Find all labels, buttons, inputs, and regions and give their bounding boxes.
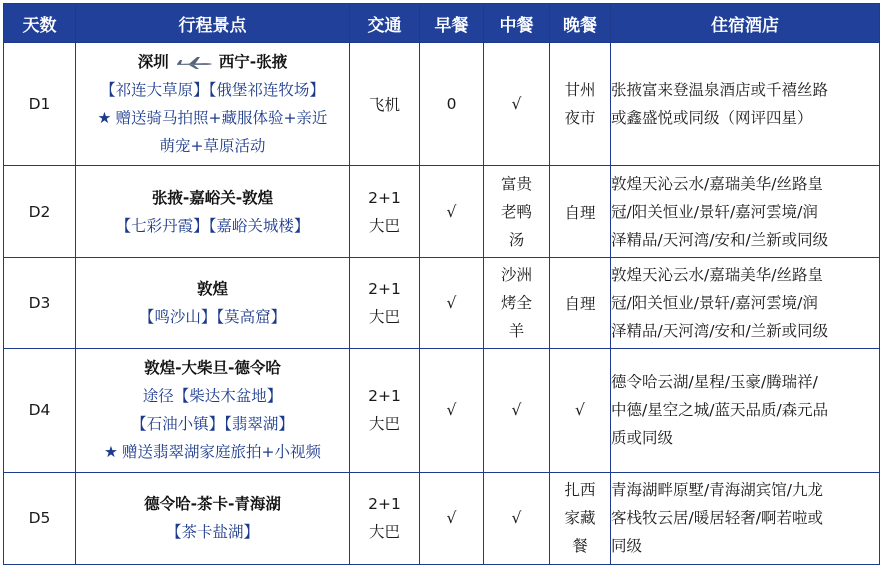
header-lunch: 中餐 (484, 4, 550, 43)
breakfast-cell: √ (420, 349, 484, 472)
table-row (4, 43, 880, 166)
day-cell: D4 (4, 349, 76, 472)
transport-cell: 2+1 大巴 (350, 349, 420, 472)
header-hotel: 住宿酒店 (611, 4, 880, 43)
spots-text: 【石油小镇】【翡翠湖】 (131, 415, 294, 434)
hotel-cell: 德令哈云湖/星程/玉豪/腾瑞祥/ 中德/星空之城/蓝天品质/森元品 质或同级 (611, 349, 880, 472)
star-icon: ★ (97, 109, 112, 128)
day-cell: D1 (4, 43, 76, 166)
hotel-cell: 敦煌天沁云水/嘉瑞美华/丝路皇 冠/阳关恒业/景轩/嘉河雲境/润 泽精品/天河湾/安和/兰新或同级 (611, 257, 880, 348)
table-row (4, 349, 880, 472)
itinerary-table (3, 3, 880, 565)
day-cell: D2 (4, 166, 76, 257)
route-title: 敦煌-大柴旦-德令哈 (144, 359, 281, 378)
airplane-icon (175, 56, 213, 70)
bonus-text-cont: 萌宠+草原活动 (159, 137, 266, 156)
header-breakfast: 早餐 (420, 4, 484, 43)
route-title: 敦煌 (196, 279, 228, 298)
route-cell (76, 257, 350, 348)
spots-text: 【祁连大草原】【俄堡祁连牧场】 (100, 81, 325, 100)
lunch-cell: 富贵 老鸭 汤 (484, 166, 550, 257)
header-transport: 交通 (350, 4, 420, 43)
bonus-text: ★ 赠送骑马拍照+藏服体验+亲近 (97, 109, 328, 128)
dinner-cell: 扎西 家藏 餐 (550, 472, 611, 564)
dinner-cell: 自理 (550, 166, 611, 257)
header-route: 行程景点 (76, 4, 350, 43)
day-cell: D3 (4, 257, 76, 348)
lunch-cell: 沙洲 烤全 羊 (484, 257, 550, 348)
header-day: 天数 (4, 4, 76, 43)
lunch-cell: √ (484, 349, 550, 472)
spots-text: 【鸣沙山】【莫高窟】 (138, 307, 287, 326)
spots-text: 【七彩丹霞】【嘉峪关城楼】 (115, 216, 310, 235)
dinner-cell: 甘州 夜市 (550, 43, 611, 166)
route-cell (76, 472, 350, 564)
breakfast-cell: √ (420, 472, 484, 564)
route-title: 张掖-嘉峪关-敦煌 (151, 188, 274, 207)
table-row (4, 166, 880, 257)
route-title: 深圳 西宁-张掖 (137, 53, 288, 72)
hotel-cell: 青海湖畔原墅/青海湖宾馆/九龙 客栈牧云居/暖居轻奢/啊若啦或 同级 (611, 472, 880, 564)
via-text: 途径【柴达木盆地】 (142, 387, 283, 406)
star-icon: ★ (104, 443, 118, 462)
transport-cell: 飞机 (350, 43, 420, 166)
breakfast-cell: √ (420, 166, 484, 257)
lunch-cell: √ (484, 43, 550, 166)
header-dinner: 晚餐 (550, 4, 611, 43)
bonus-text: ★ 赠送翡翠湖家庭旅拍+小视频 (104, 443, 321, 462)
transport-cell: 2+1 大巴 (350, 472, 420, 564)
route-title: 德令哈-茶卡-青海湖 (144, 495, 281, 514)
transport-cell: 2+1 大巴 (350, 257, 420, 348)
route-cell (76, 349, 350, 472)
breakfast-cell: 0 (420, 43, 484, 166)
table-row (4, 257, 880, 348)
breakfast-cell: √ (420, 257, 484, 348)
table-header (4, 4, 880, 43)
transport-cell: 2+1 大巴 (350, 166, 420, 257)
dinner-cell: √ (550, 349, 611, 472)
table-row (4, 472, 880, 564)
route-cell (76, 43, 350, 166)
day-cell: D5 (4, 472, 76, 564)
dinner-cell: 自理 (550, 257, 611, 348)
hotel-cell: 敦煌天沁云水/嘉瑞美华/丝路皇 冠/阳关恒业/景轩/嘉河雲境/润 泽精品/天河湾/安和/兰新或同级 (611, 166, 880, 257)
route-cell (76, 166, 350, 257)
spots-text: 【茶卡盐湖】 (165, 523, 259, 542)
lunch-cell: √ (484, 472, 550, 564)
hotel-cell: 张掖富来登温泉酒店或千禧丝路 或鑫盛悦或同级（网评四星） (611, 43, 880, 166)
